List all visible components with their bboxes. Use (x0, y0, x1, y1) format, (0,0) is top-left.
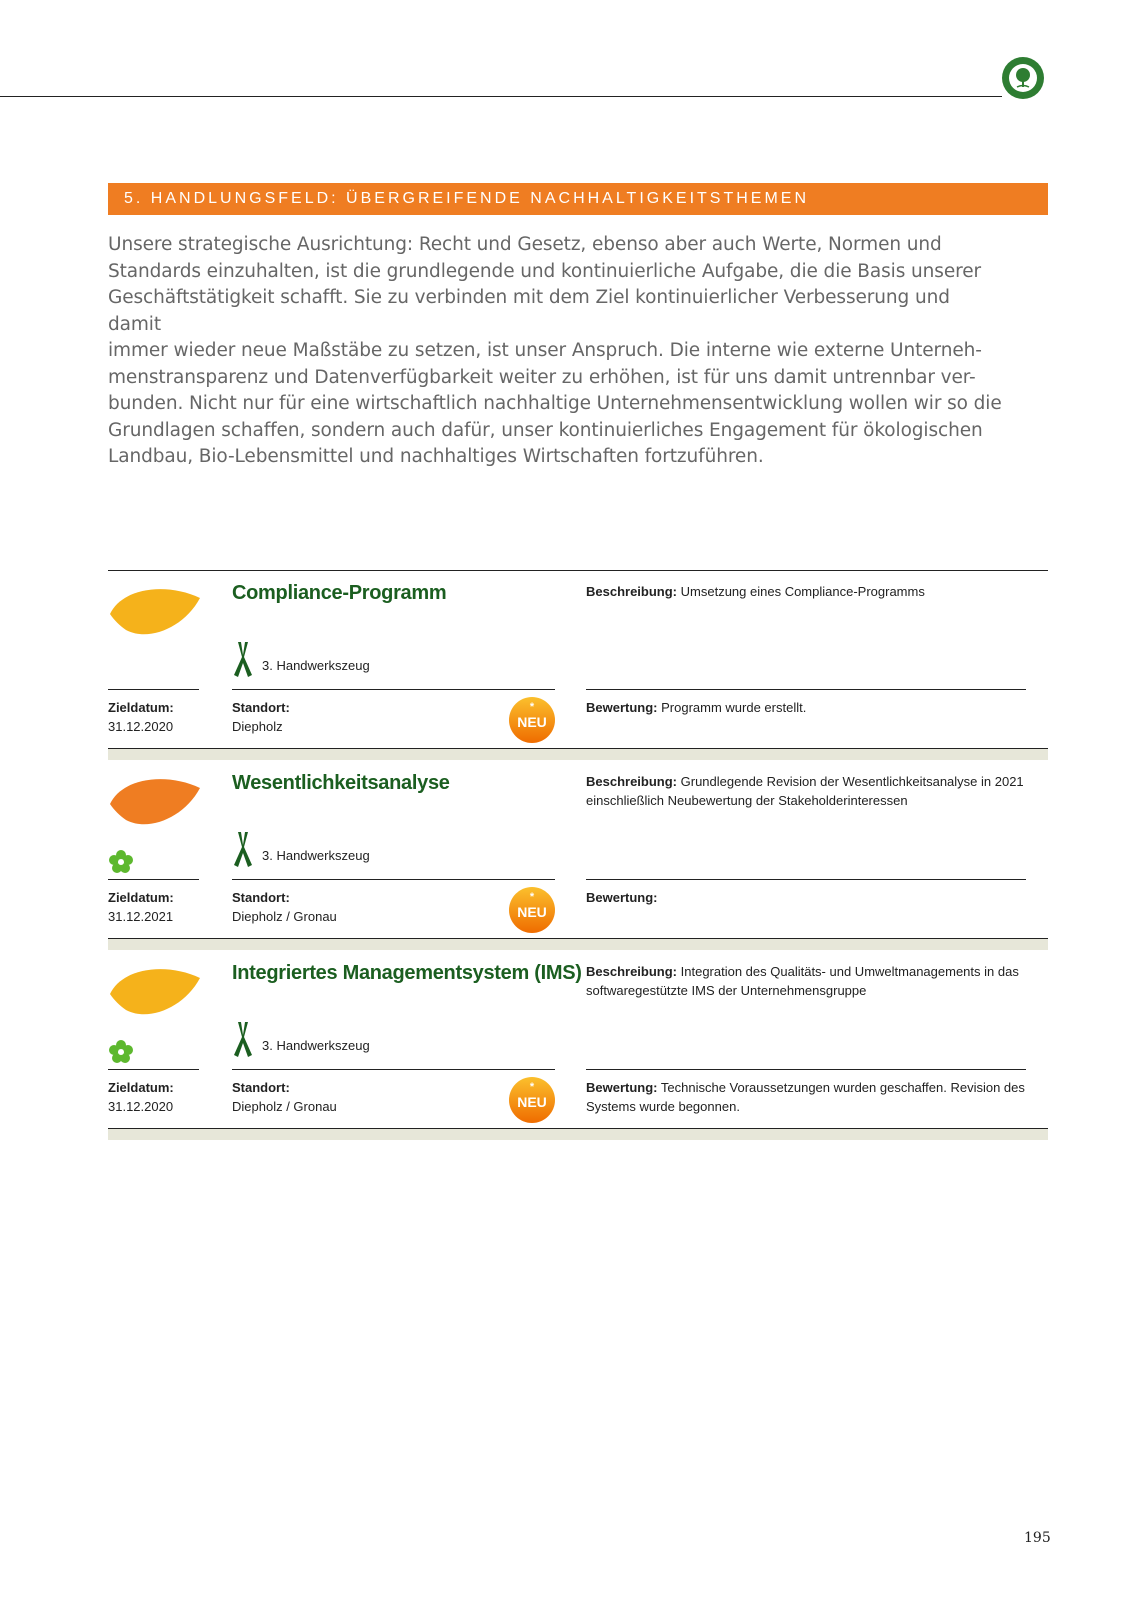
pliers-icon (230, 1021, 256, 1059)
row-rule (108, 879, 199, 880)
entry-title: Wesentlichkeitsanalyse (232, 772, 450, 794)
intro-line: Standards einzuhalten, ist die grundlegende und kontinuierliche Aufgabe, die die Basis unserer (108, 260, 981, 282)
row-rule (586, 1069, 1026, 1070)
row-rule (108, 1069, 199, 1070)
row-rule (232, 689, 555, 690)
intro-line: Geschäftstätigkeit schafft. Sie zu verbinden mit dem Ziel kontinuierlicher Verbesserung und damit (108, 287, 950, 335)
target-date-value: 31.12.2020 (108, 1099, 174, 1114)
row-band (108, 748, 1048, 760)
tree-seal-logo-icon (1001, 56, 1045, 100)
tool-label: 3. Handwerkszeug (262, 658, 370, 673)
target-date-label: Zieldatum: (108, 700, 174, 715)
location-value: Diepholz / Gronau (232, 1099, 337, 1114)
new-badge-text: NEU (517, 714, 547, 730)
location-value: Diepholz (232, 719, 283, 734)
tool-label: 3. Handwerkszeug (262, 1038, 370, 1053)
new-badge-star: * (529, 701, 535, 713)
goal-entry-ims (108, 950, 1048, 1140)
location-label: Standort: (232, 890, 290, 905)
intro-line: immer wieder neue Maßstäbe zu setzen, ist unser Anspruch. Die interne wie externe Unterneh- (108, 340, 982, 361)
row-rule (586, 879, 1026, 880)
new-badge-text: NEU (517, 1094, 547, 1110)
leaf-yellow-icon (108, 962, 200, 1020)
section-title: 5. HANDLUNGSFELD: ÜBERGREIFENDE NACHHALTIGKEITSTHEMEN (108, 183, 1048, 215)
rating: Bewertung: (586, 890, 658, 905)
description: Beschreibung: Umsetzung eines Compliance-Programms (586, 584, 925, 599)
row-rule (232, 879, 555, 880)
row-band (108, 938, 1048, 950)
location-label: Standort: (232, 1080, 290, 1095)
pliers-icon (230, 641, 256, 679)
clover-icon (108, 1039, 134, 1065)
row-rule (108, 689, 199, 690)
intro-line: Grundlagen schaffen, sondern auch dafür, unser kontinuierliches Engagement für ökologischen (108, 419, 983, 441)
header-rule (0, 96, 1002, 97)
intro-paragraph (108, 232, 1008, 471)
description: Beschreibung: Integration des Qualitäts- und Umweltmanagements in das softwaregestützte IMS der Unternehmensgruppe (586, 964, 1019, 998)
target-date-value: 31.12.2021 (108, 909, 174, 924)
rating: Bewertung: Programm wurde erstellt. (586, 700, 807, 715)
location-value: Diepholz / Gronau (232, 909, 337, 924)
intro-line: Unsere strategische Ausrichtung: Recht und Gesetz, ebenso aber auch Werte, Normen und (108, 234, 942, 255)
target-date-value: 31.12.2020 (108, 719, 174, 734)
row-rule (586, 689, 1026, 690)
intro-line: bunden. Nicht nur für eine wirtschaftlich nachhaltige Unternehmensentwicklung wollen wir so die (108, 393, 1002, 414)
intro-line: menstransparenz und Datenverfügbarkeit weiter zu erhöhen, ist für uns damit untrennbar ver- (108, 366, 976, 388)
new-badge-icon (508, 886, 556, 934)
leaf-yellow-icon (108, 582, 200, 640)
location-label: Standort: (232, 700, 290, 715)
new-badge-icon (508, 696, 556, 744)
target-date-label: Zieldatum: (108, 1080, 174, 1095)
intro-line: Landbau, Bio-Lebensmittel und nachhaltiges Wirtschaften fortzuführen. (108, 446, 764, 467)
new-badge-icon (508, 1076, 556, 1124)
entry-title: Integriertes Managementsystem (IMS) (232, 962, 582, 984)
rating: Bewertung: Technische Voraussetzungen wurden geschaffen. Revision des Systems wurde begonnen. (586, 1080, 1025, 1114)
goal-entry-materiality (108, 760, 1048, 950)
entry-title: Compliance-Programm (232, 582, 447, 604)
new-badge-star: * (529, 891, 535, 903)
leaf-orange-icon (108, 772, 200, 830)
row-rule (232, 1069, 555, 1070)
tool-label: 3. Handwerkszeug (262, 848, 370, 863)
new-badge-star: * (529, 1081, 535, 1093)
new-badge-text: NEU (517, 904, 547, 920)
clover-icon (108, 849, 134, 875)
goal-entry-compliance (108, 570, 1048, 760)
target-date-label: Zieldatum: (108, 890, 174, 905)
pliers-icon (230, 831, 256, 869)
row-band (108, 1128, 1048, 1140)
page-number: 195 (1024, 1530, 1051, 1546)
description: Beschreibung: Grundlegende Revision der Wesentlichkeitsanalyse in 2021 einschließlich Neubewertung der Stakeholderinteressen (586, 774, 1024, 808)
